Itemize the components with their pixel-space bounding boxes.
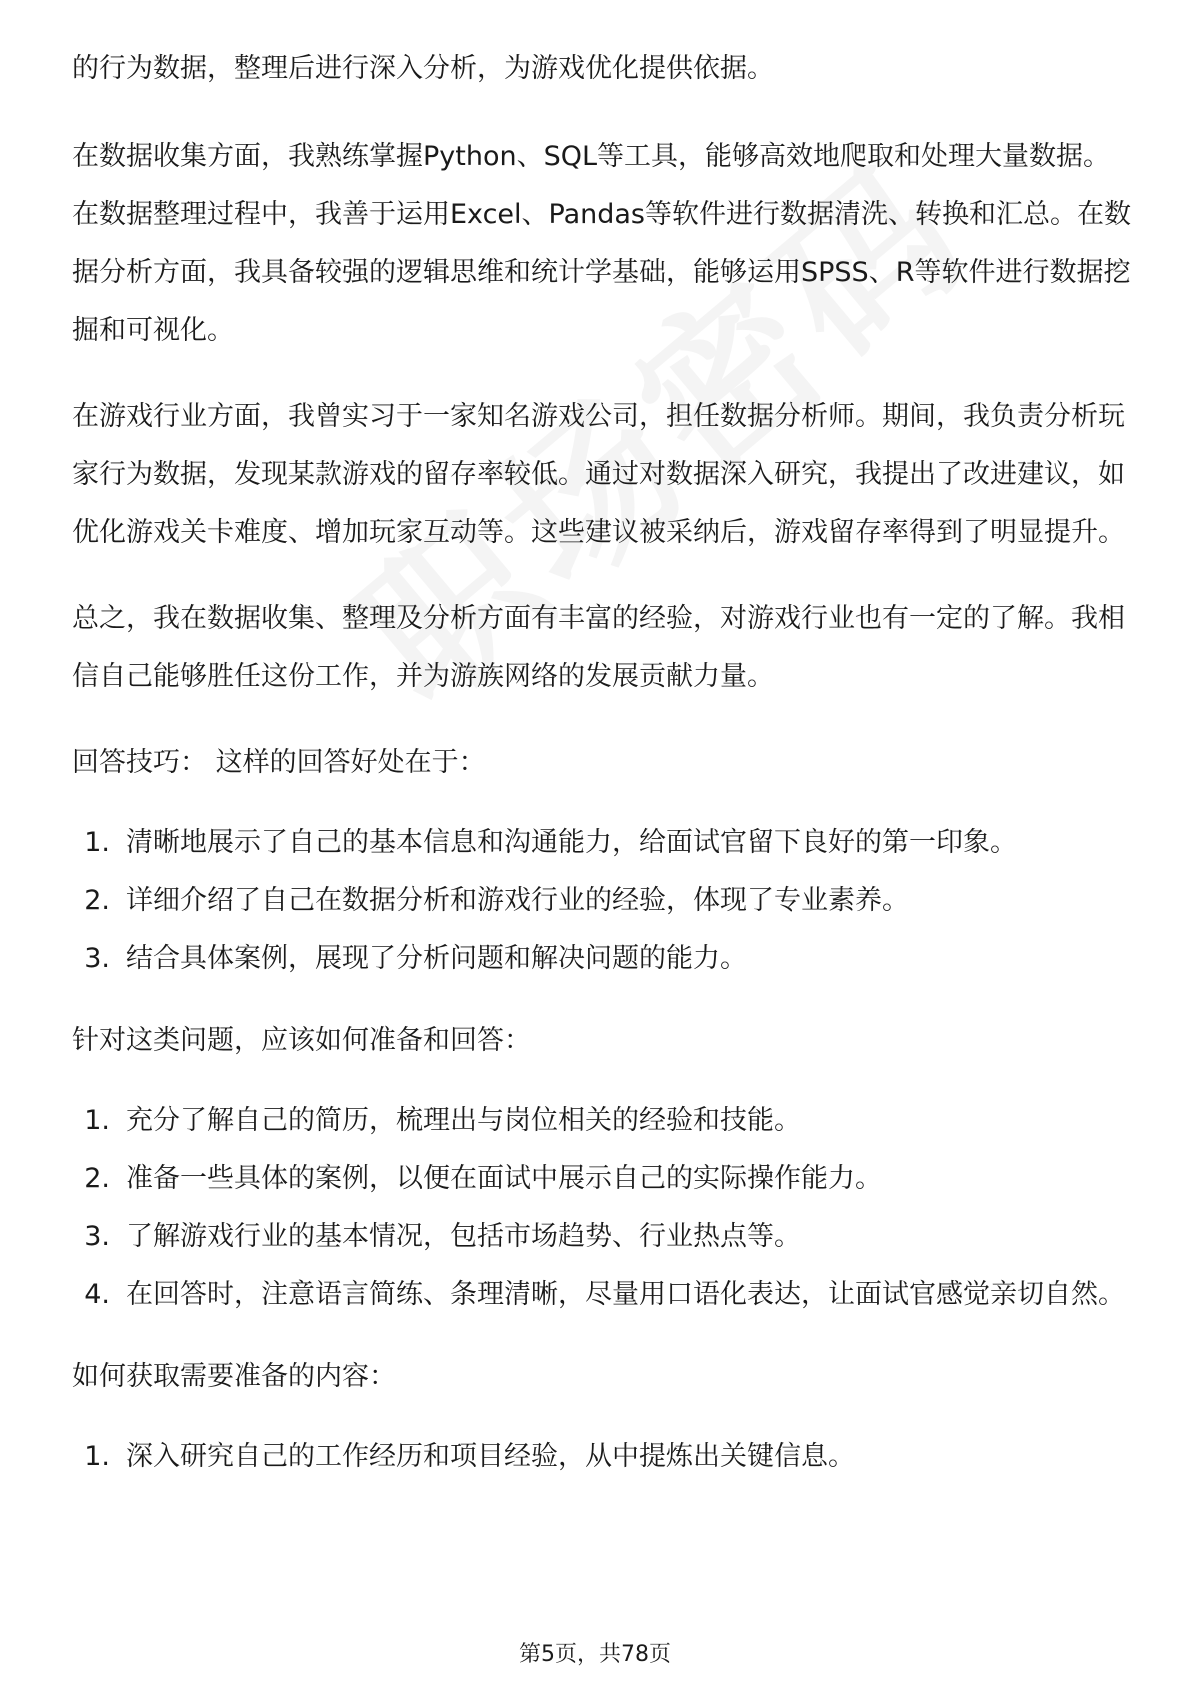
list-number: 2. <box>84 1163 110 1194</box>
list-text: 充分了解自己的简历，梳理出与岗位相关的经验和技能。 <box>126 1105 801 1136</box>
list-item <box>72 1428 1132 1486</box>
list-number: 2. <box>84 885 110 916</box>
list-text: 深入研究自己的工作经历和项目经验，从中提炼出关键信息。 <box>126 1441 855 1472</box>
list-item <box>72 1092 1132 1150</box>
list-item <box>72 1150 1132 1208</box>
list-item <box>72 872 1132 930</box>
list-item <box>72 1266 1132 1324</box>
prepare-list <box>72 1092 1132 1324</box>
list-number: 4. <box>84 1279 110 1310</box>
list-number: 3. <box>84 943 110 974</box>
document-body <box>72 40 1132 1510</box>
prepare-heading: 针对这类问题，应该如何准备和回答： <box>72 1025 531 1056</box>
list-item <box>72 930 1132 988</box>
obtain-heading: 如何获取需要准备的内容： <box>72 1361 396 1392</box>
tips-heading: 回答技巧： 这样的回答好处在于： <box>72 747 486 778</box>
paragraph-3: 在游戏行业方面，我曾实习于一家知名游戏公司，担任数据分析师。期间，我负责分析玩家行为数据，发现某款游戏的留存率较低。通过对数据深入研究，我提出了改进建议，如优化游戏关卡难度、增加玩家互动等。这些建议被采纳后，游戏留存率得到了明显提升。 <box>72 401 1125 548</box>
list-number: 1. <box>84 1441 110 1472</box>
list-number: 1. <box>84 827 110 858</box>
list-text: 清晰地展示了自己的基本信息和沟通能力，给面试官留下良好的第一印象。 <box>126 827 1017 858</box>
tips-list <box>72 814 1132 988</box>
obtain-list <box>72 1428 1132 1486</box>
list-text: 在回答时，注意语言简练、条理清晰，尽量用口语化表达，让面试官感觉亲切自然。 <box>126 1279 1125 1310</box>
paragraph-2: 在数据收集方面，我熟练掌握Python、SQL等工具，能够高效地爬取和处理大量数据。在数据整理过程中，我善于运用Excel、Pandas等软件进行数据清洗、转换和汇总。在数据分析方面，我具备较强的逻辑思维和统计学基础，能够运用SPSS、R等软件进行数据挖掘和可视化。 <box>72 141 1131 346</box>
paragraph-4: 总之，我在数据收集、整理及分析方面有丰富的经验，对游戏行业也有一定的了解。我相信自己能够胜任这份工作，并为游族网络的发展贡献力量。 <box>72 603 1125 692</box>
list-item <box>72 1208 1132 1266</box>
page-footer: 第5页，共78页 <box>519 1642 671 1667</box>
list-number: 3. <box>84 1221 110 1252</box>
paragraph-1: 的行为数据，整理后进行深入分析，为游戏优化提供依据。 <box>72 53 774 84</box>
list-number: 1. <box>84 1105 110 1136</box>
list-text: 了解游戏行业的基本情况，包括市场趋势、行业热点等。 <box>126 1221 801 1252</box>
list-text: 准备一些具体的案例，以便在面试中展示自己的实际操作能力。 <box>126 1163 882 1194</box>
list-text: 结合具体案例，展现了分析问题和解决问题的能力。 <box>126 943 747 974</box>
list-item <box>72 814 1132 872</box>
list-text: 详细介绍了自己在数据分析和游戏行业的经验，体现了专业素养。 <box>126 885 909 916</box>
